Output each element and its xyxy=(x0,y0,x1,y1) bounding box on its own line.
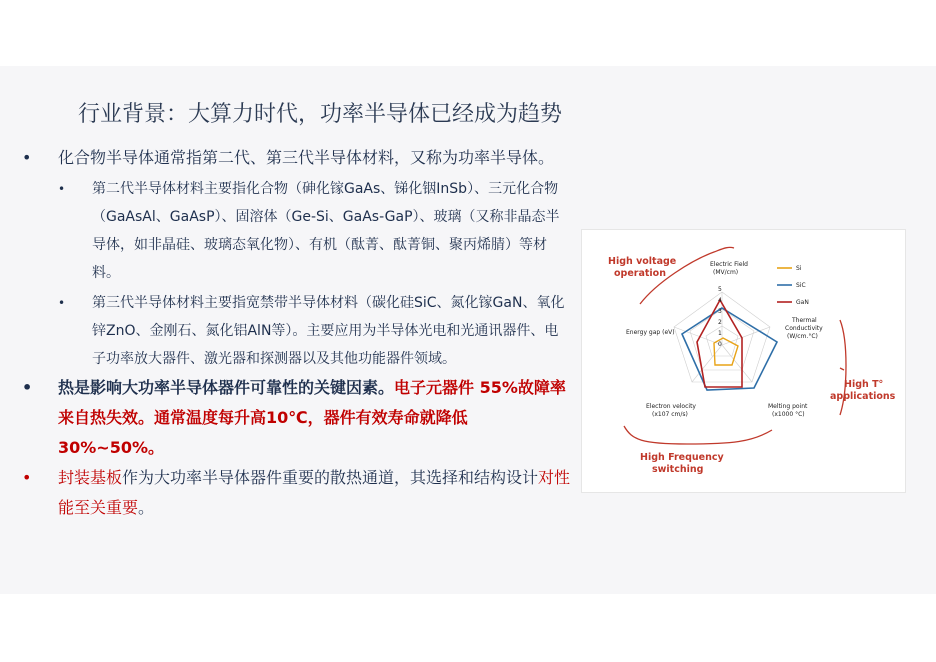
axis-label-energy-gap: Energy gap (eV) xyxy=(626,329,675,336)
bullet-dot: • xyxy=(58,296,66,310)
tick-label: 5 xyxy=(718,286,722,293)
callout-high-temp-line2: applications xyxy=(830,391,896,402)
callout-high-voltage-line2: operation xyxy=(614,268,666,279)
bullet-package-substrate xyxy=(22,463,573,523)
axis-label-thermal: Thermal xyxy=(792,317,817,324)
bullet-text: 第三代半导体材料主要指宽禁带半导体材料（碳化硅SiC、氮化镓GaN、氧化锌ZnO、金刚石、氮化铝AlN等）。主要应用为半导体光电和光通讯器件、电子功率放大器件、激光器和探测器以及其他功能器件领域。 xyxy=(92,295,565,367)
legend-label-gan: GaN xyxy=(796,299,809,306)
page-title: 行业背景：大算力时代，功率半导体已经成为趋势 xyxy=(78,102,563,127)
axis-label-electric-field: Electric Field xyxy=(710,261,748,268)
bullet-dot: • xyxy=(58,182,66,196)
callout-high-voltage-line1: High voltage xyxy=(608,256,677,267)
tick-label: 4 xyxy=(718,297,722,304)
bracket-high-freq xyxy=(624,426,772,444)
tick-label: 1 xyxy=(718,330,722,337)
axis-label-melting: Melting point xyxy=(768,403,808,410)
bullet-red-text: 电子元器件 55%故障率来自热失效。通常温度每升高10℃，器件有效寿命就降低30%~50%。 xyxy=(58,378,566,457)
bullet-red-text: 对性能至关重要 xyxy=(58,468,571,517)
callout-high-freq-line1: High Frequency xyxy=(640,452,724,463)
radar-figure-svg xyxy=(582,230,905,492)
tick-label: 3 xyxy=(718,308,722,315)
axis-label-electron-unit: (x107 cm/s) xyxy=(652,411,688,418)
tick-label: 2 xyxy=(718,319,722,326)
sub-bullet-second-gen xyxy=(58,175,572,287)
axis-label-thermal-2: Conductivity xyxy=(785,325,823,332)
axis-label-electron: Electron velocity xyxy=(646,403,696,410)
radar-figure xyxy=(581,229,906,493)
axis-label-melting-unit: (x1000 °C) xyxy=(772,411,805,418)
bullet-dot: • xyxy=(22,468,32,487)
legend-label-si: Si xyxy=(796,265,802,272)
legend-label-sic: SiC xyxy=(796,282,806,289)
bullet-text: 第二代半导体材料主要指化合物（砷化镓GaAs、锑化铟InSb）、三元化合物（GaAsAl、GaAsP）、固溶体（Ge-Si、GaAs-GaP）、玻璃（又称非晶态半导体，如非晶硅、玻璃态氧化物）、有机（酞菁、酞菁铜、聚丙烯腈）等材料。 xyxy=(92,181,560,281)
bullet-compound-semiconductors xyxy=(22,143,573,173)
sub-bullet-third-gen xyxy=(58,289,572,373)
axis-label-electric-field-unit: (MV/cm) xyxy=(713,269,739,276)
bullet-bold-text: 热是影响大功率半导体器件可靠性的关键因素。 xyxy=(58,378,395,397)
bullet-dot: • xyxy=(22,378,33,397)
bullet-thermal-reliability xyxy=(22,373,573,463)
bullet-dot: • xyxy=(22,148,32,167)
radar-grid xyxy=(674,292,770,382)
callout-high-temp-line1: High T° xyxy=(844,379,884,390)
callout-high-freq-line2: switching xyxy=(652,464,704,475)
bullet-list xyxy=(0,143,580,523)
legend xyxy=(777,265,809,306)
bullet-red-text: 封装基板 xyxy=(58,468,123,487)
axis-label-thermal-unit: (W/cm.°C) xyxy=(787,333,818,340)
bullet-text: 化合物半导体通常指第二代、第三代半导体材料，又称为功率半导体。 xyxy=(58,148,555,167)
bullet-text: 。 xyxy=(138,498,155,517)
bullet-text: 作为大功率半导体器件重要的散热通道，其选择和结构设计 xyxy=(122,468,539,487)
tick-label: 0 xyxy=(718,341,722,348)
